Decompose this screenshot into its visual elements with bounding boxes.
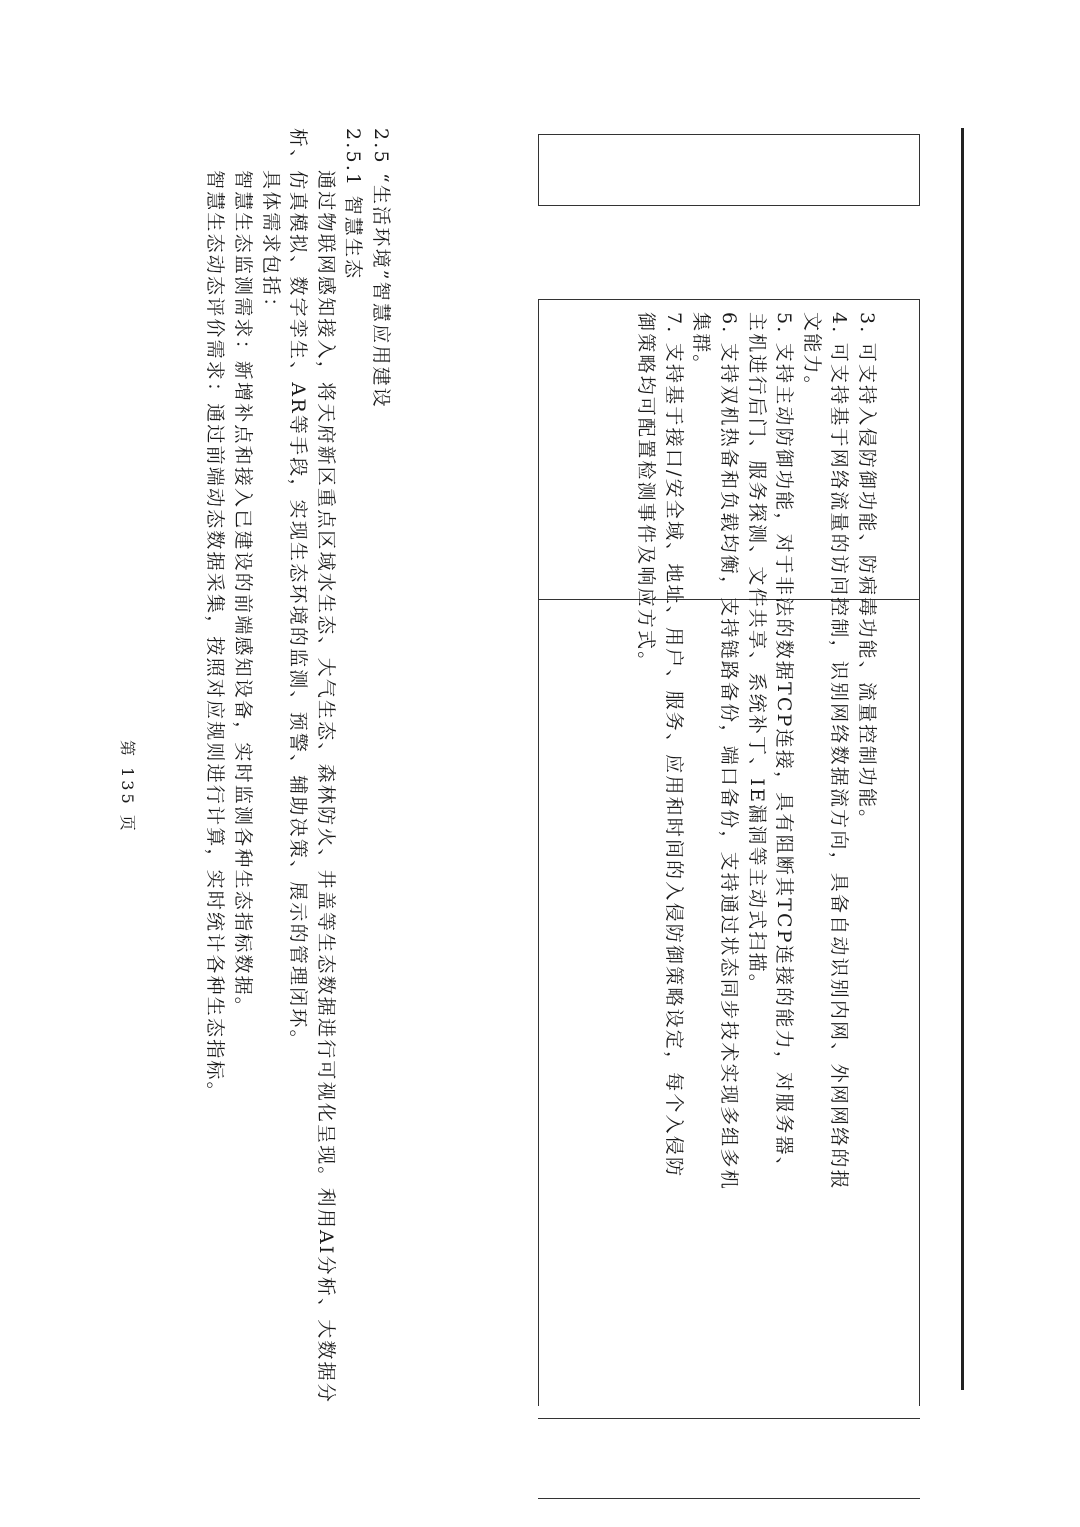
requirements-lead: 具体需求包括： <box>259 170 282 319</box>
intro-paragraph: 通过物联网感知接入，将天府新区重点区域水生态、大气生态、森林防火、井盖等生态数据进行可视化呈现。利用AI分析、大数据分析、仿真模拟、数字孪生、AR等手段，实现生态环境的监测、预警、辅助决策、展示的管理闭环。 <box>287 128 337 1405</box>
list-item: 6. 支持双机热备和负载均衡，支持链路备份，端口备份，支持通过状态同步技术实现多组多机集群。 <box>690 312 741 1191</box>
header-rule <box>961 128 964 1390</box>
table-cell-content <box>632 312 880 1192</box>
list-item: 7. 支持基于接口/安全域、地址、用户、服务、应用和时间的入侵防御策略设定，每个入侵防御策略均可配置检测事件及响应方式。 <box>635 312 685 1179</box>
section-body <box>201 128 394 1418</box>
table-divider <box>538 1418 920 1419</box>
list-item: 4. 可支持基于网络流量的访问控制，识别网络数据流方向，具备自动识别内网、外网网络的报文能力。 <box>800 312 851 1191</box>
table-divider <box>538 1498 920 1499</box>
list-item: 5. 支持主动防御功能，对于非法的数据TCP连接，具有阻断其TCP连接的能力，对服务器、主机进行后门、服务探测、文件共享、系统补丁、IE漏洞等主动式扫描。 <box>745 312 796 1178</box>
requirement-monitoring: 智慧生态监测需求：新增补点和接入已建设的前端感知设备，实时监测各种生态指标数据。 <box>232 170 255 1019</box>
table-cell-empty <box>538 134 920 206</box>
requirement-evaluation: 智慧生态动态评价需求：通过前端动态数据采集，按照对应规则进行计算，实时统计各种生态指标。 <box>204 170 227 1103</box>
section-heading: 2.5 “生活环境”智慧应用建设 <box>370 128 392 409</box>
subsection-heading: 2.5.1 智慧生态 <box>342 128 365 281</box>
list-item: 3. 可支持入侵防御功能、防病毒功能、流量控制功能。 <box>856 312 878 831</box>
page-number: 第 135 页 <box>118 740 137 834</box>
